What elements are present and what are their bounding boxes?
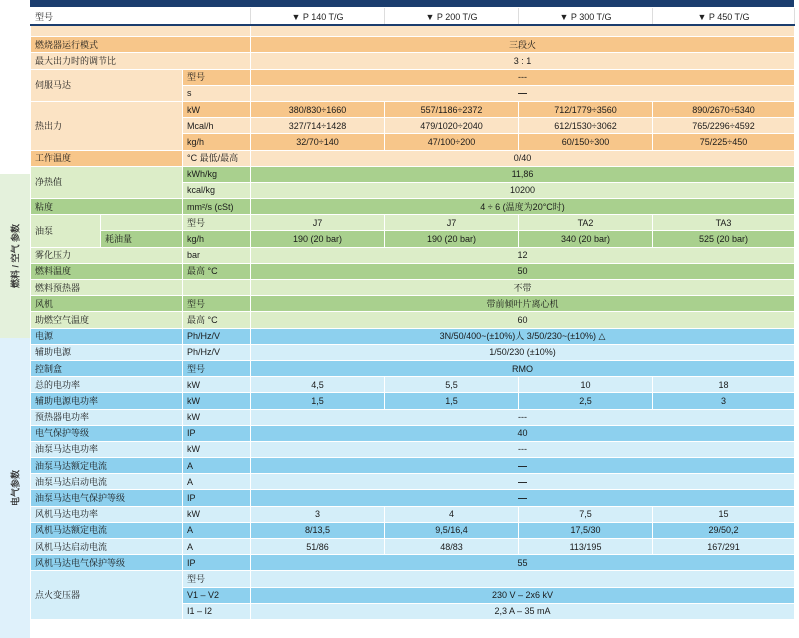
pump-rated-current-value: — xyxy=(251,458,795,474)
row-preheat-power xyxy=(31,409,795,425)
fan-motor-power-unit: kW xyxy=(183,506,251,522)
heat-unit-kw: kW xyxy=(183,101,251,117)
air-temp-value: 60 xyxy=(251,312,795,328)
oil-consumption-unit: kg/h xyxy=(183,231,251,247)
fan-motor-power-p200: 4 xyxy=(385,506,519,522)
total-power-unit: kW xyxy=(183,377,251,393)
net-heat-kcal-value: 10200 xyxy=(251,182,795,198)
fan-value: 带前倾叶片离心机 xyxy=(251,296,795,312)
row-atomizing xyxy=(31,247,795,263)
row-total-power xyxy=(31,377,795,393)
row-air-temp xyxy=(31,312,795,328)
header-label: 型号 xyxy=(31,9,251,26)
pump-rated-current-label: 油泵马达额定电流 xyxy=(31,458,183,474)
heat-kgh-p450: 75/225÷450 xyxy=(653,134,795,150)
ignition-model-unit: 型号 xyxy=(183,571,251,587)
atomizing-value: 12 xyxy=(251,247,795,263)
row-pump-motor-power xyxy=(31,441,795,457)
row-work-temp xyxy=(31,150,795,166)
net-heat-unit-kwh: kWh/kg xyxy=(183,166,251,182)
heat-kw-p300: 712/1779÷3560 xyxy=(519,101,653,117)
control-box-value: RMO xyxy=(251,360,795,376)
heat-kgh-p140: 32/70÷140 xyxy=(251,134,385,150)
pump-start-current-value: — xyxy=(251,474,795,490)
turndown-value: 3 : 1 xyxy=(251,53,795,69)
pump-start-current-label: 油泵马达启动电流 xyxy=(31,474,183,490)
servo-label: 伺服马达 xyxy=(31,69,183,101)
row-fan-start-current xyxy=(31,539,795,555)
ignition-current-value: 2,3 A – 35 mA xyxy=(251,603,795,619)
pump-rated-current-unit: A xyxy=(183,458,251,474)
protection-value: 40 xyxy=(251,425,795,441)
section-fuel-air-label: 燃料 / 空气 参数 xyxy=(10,223,21,289)
fan-motor-power-p300: 7,5 xyxy=(519,506,653,522)
fuel-temp-unit: 最高 °C xyxy=(183,263,251,279)
row-control-box xyxy=(31,360,795,376)
net-heat-label: 净热值 xyxy=(31,166,183,198)
heat-kgh-p300: 60/150÷300 xyxy=(519,134,653,150)
air-temp-unit: 最高 °C xyxy=(183,312,251,328)
row-pump-rated-current xyxy=(31,458,795,474)
section-fuel-air xyxy=(0,174,30,338)
row-fuel-temp xyxy=(31,263,795,279)
row-aux-power xyxy=(31,344,795,360)
servo-model-value: --- xyxy=(251,69,795,85)
row-ignition-model xyxy=(31,571,795,587)
oil-consumption-p450: 525 (20 bar) xyxy=(653,231,795,247)
row-heat-kw xyxy=(31,101,795,117)
header-row xyxy=(31,9,795,26)
pump-protection-value: — xyxy=(251,490,795,506)
preheat-power-label: 预热器电功率 xyxy=(31,409,183,425)
control-box-unit: 型号 xyxy=(183,360,251,376)
heat-output-label: 热出力 xyxy=(31,101,183,150)
ignition-label: 点火变压器 xyxy=(31,571,183,620)
fan-protection-unit: IP xyxy=(183,555,251,571)
run-mode-value: 三段火 xyxy=(251,37,795,53)
preheat-value: 不带 xyxy=(251,280,795,296)
fan-protection-value: 55 xyxy=(251,555,795,571)
heat-kw-p450: 890/2670÷5340 xyxy=(653,101,795,117)
pump-protection-label: 油泵马达电气保护等级 xyxy=(31,490,183,506)
row-aux-elec-power xyxy=(31,393,795,409)
fan-rated-current-p200: 9,5/16,4 xyxy=(385,522,519,538)
row-oil-consumption xyxy=(31,231,795,247)
fuel-temp-label: 燃料温度 xyxy=(31,263,183,279)
pump-start-current-unit: A xyxy=(183,474,251,490)
oil-pump-label: 油泵 xyxy=(31,215,101,247)
section-electrical-label: 电气参数 xyxy=(10,469,21,507)
total-power-label: 总的电功率 xyxy=(31,377,183,393)
row-servo-model xyxy=(31,69,795,85)
heat-unit-kgh: kg/h xyxy=(183,134,251,150)
pump-motor-power-label: 油泵马达电功率 xyxy=(31,441,183,457)
total-power-p450: 18 xyxy=(653,377,795,393)
row-pump-start-current xyxy=(31,474,795,490)
top-bar xyxy=(30,0,794,7)
ignition-model-value xyxy=(251,571,795,587)
fan-start-current-unit: A xyxy=(183,539,251,555)
fan-label: 风机 xyxy=(31,296,183,312)
turndown-label: 最大出力时的调节比 xyxy=(31,53,251,69)
fan-rated-current-p450: 29/50,2 xyxy=(653,522,795,538)
ignition-voltage-value: 230 V – 2x6 kV xyxy=(251,587,795,603)
servo-model-unit: 型号 xyxy=(183,69,251,85)
fan-start-current-label: 风机马达启动电流 xyxy=(31,539,183,555)
oil-pump-model-p450: TA3 xyxy=(653,215,795,231)
net-heat-kwh-value: 11,86 xyxy=(251,166,795,182)
aux-elec-power-p300: 2,5 xyxy=(519,393,653,409)
oil-consumption-p140: 190 (20 bar) xyxy=(251,231,385,247)
row-run-mode xyxy=(31,37,795,53)
row-pump-protection xyxy=(31,490,795,506)
power-unit: Ph/Hz/V xyxy=(183,328,251,344)
viscosity-value: 4 ÷ 6 (温度为20°C时) xyxy=(251,199,795,215)
row-fan-protection xyxy=(31,555,795,571)
aux-elec-power-unit: kW xyxy=(183,393,251,409)
air-temp-label: 助燃空气温度 xyxy=(31,312,183,328)
run-mode-label: 燃烧器运行模式 xyxy=(31,37,251,53)
oil-pump-model-unit: 型号 xyxy=(183,215,251,231)
viscosity-unit: mm²/s (cSt) xyxy=(183,199,251,215)
heat-mcal-p300: 612/1530÷3062 xyxy=(519,118,653,134)
servo-time-value: — xyxy=(251,85,795,101)
oil-pump-model-p300: TA2 xyxy=(519,215,653,231)
total-power-p200: 5,5 xyxy=(385,377,519,393)
work-temp-unit: °C 最低/最高 xyxy=(183,150,251,166)
spec-table xyxy=(30,8,795,620)
fan-start-current-p450: 167/291 xyxy=(653,539,795,555)
preheat-label: 燃料预热器 xyxy=(31,280,183,296)
oil-consumption-p200: 190 (20 bar) xyxy=(385,231,519,247)
aux-elec-power-p200: 1,5 xyxy=(385,393,519,409)
net-heat-unit-kcal: kcal/kg xyxy=(183,182,251,198)
servo-time-unit: s xyxy=(183,85,251,101)
fan-motor-power-p140: 3 xyxy=(251,506,385,522)
row-net-heat-kwh xyxy=(31,166,795,182)
section-electrical xyxy=(0,338,30,638)
oil-pump-model-p200: J7 xyxy=(385,215,519,231)
fan-start-current-p140: 51/86 xyxy=(251,539,385,555)
model-p200: ▼ P 200 T/G xyxy=(385,9,519,26)
oil-consumption-p300: 340 (20 bar) xyxy=(519,231,653,247)
row-turndown xyxy=(31,53,795,69)
model-p450: ▼ P 450 T/G xyxy=(653,9,795,26)
total-power-p300: 10 xyxy=(519,377,653,393)
heat-mcal-p450: 765/2296÷4592 xyxy=(653,118,795,134)
aux-elec-power-label: 辅助电源电功率 xyxy=(31,393,183,409)
heat-mcal-p200: 479/1020÷2040 xyxy=(385,118,519,134)
atomizing-label: 雾化压力 xyxy=(31,247,183,263)
aux-elec-power-p450: 3 xyxy=(653,393,795,409)
fan-start-current-p200: 48/83 xyxy=(385,539,519,555)
fan-protection-label: 风机马达电气保护等级 xyxy=(31,555,183,571)
total-power-p140: 4,5 xyxy=(251,377,385,393)
row-power xyxy=(31,328,795,344)
fan-motor-power-label: 风机马达电功率 xyxy=(31,506,183,522)
row-preheat xyxy=(31,280,795,296)
viscosity-label: 粘度 xyxy=(31,199,183,215)
fuel-temp-value: 50 xyxy=(251,263,795,279)
row-fan xyxy=(31,296,795,312)
control-box-label: 控制盒 xyxy=(31,360,183,376)
work-temp-label: 工作温度 xyxy=(31,150,183,166)
protection-unit: IP xyxy=(183,425,251,441)
pump-motor-power-value: --- xyxy=(251,441,795,457)
preheat-unit xyxy=(183,280,251,296)
oil-consumption-label: 耗油量 xyxy=(101,231,183,247)
heat-kw-p200: 557/1186÷2372 xyxy=(385,101,519,117)
pump-motor-power-unit: kW xyxy=(183,441,251,457)
oil-pump-model-p140: J7 xyxy=(251,215,385,231)
aux-power-label: 辅助电源 xyxy=(31,344,183,360)
row-viscosity xyxy=(31,199,795,215)
protection-label: 电气保护等级 xyxy=(31,425,183,441)
atomizing-unit: bar xyxy=(183,247,251,263)
row-oil-pump-model xyxy=(31,215,795,231)
heat-mcal-p140: 327/714÷1428 xyxy=(251,118,385,134)
aux-power-unit: Ph/Hz/V xyxy=(183,344,251,360)
preheat-power-unit: kW xyxy=(183,409,251,425)
work-temp-value: 0/40 xyxy=(251,150,795,166)
heat-unit-mcal: Mcal/h xyxy=(183,118,251,134)
fan-rated-current-p140: 8/13,5 xyxy=(251,522,385,538)
row-fan-motor-power xyxy=(31,506,795,522)
aux-elec-power-p140: 1,5 xyxy=(251,393,385,409)
row-protection xyxy=(31,425,795,441)
ignition-current-unit: I1 – I2 xyxy=(183,603,251,619)
ignition-voltage-unit: V1 – V2 xyxy=(183,587,251,603)
model-p300: ▼ P 300 T/G xyxy=(519,9,653,26)
preheat-power-value: --- xyxy=(251,409,795,425)
pump-protection-unit: IP xyxy=(183,490,251,506)
heat-kgh-p200: 47/100÷200 xyxy=(385,134,519,150)
power-label: 电源 xyxy=(31,328,183,344)
fan-start-current-p300: 113/195 xyxy=(519,539,653,555)
power-value: 3N/50/400~(±10%)人 3/50/230~(±10%) △ xyxy=(251,328,795,344)
fan-rated-current-p300: 17,5/30 xyxy=(519,522,653,538)
spacer-row xyxy=(31,25,795,37)
fan-motor-power-p450: 15 xyxy=(653,506,795,522)
fan-rated-current-unit: A xyxy=(183,522,251,538)
aux-power-value: 1/50/230 (±10%) xyxy=(251,344,795,360)
fan-unit: 型号 xyxy=(183,296,251,312)
fan-rated-current-label: 风机马达额定电流 xyxy=(31,522,183,538)
heat-kw-p140: 380/830÷1660 xyxy=(251,101,385,117)
row-fan-rated-current xyxy=(31,522,795,538)
model-p140: ▼ P 140 T/G xyxy=(251,9,385,26)
